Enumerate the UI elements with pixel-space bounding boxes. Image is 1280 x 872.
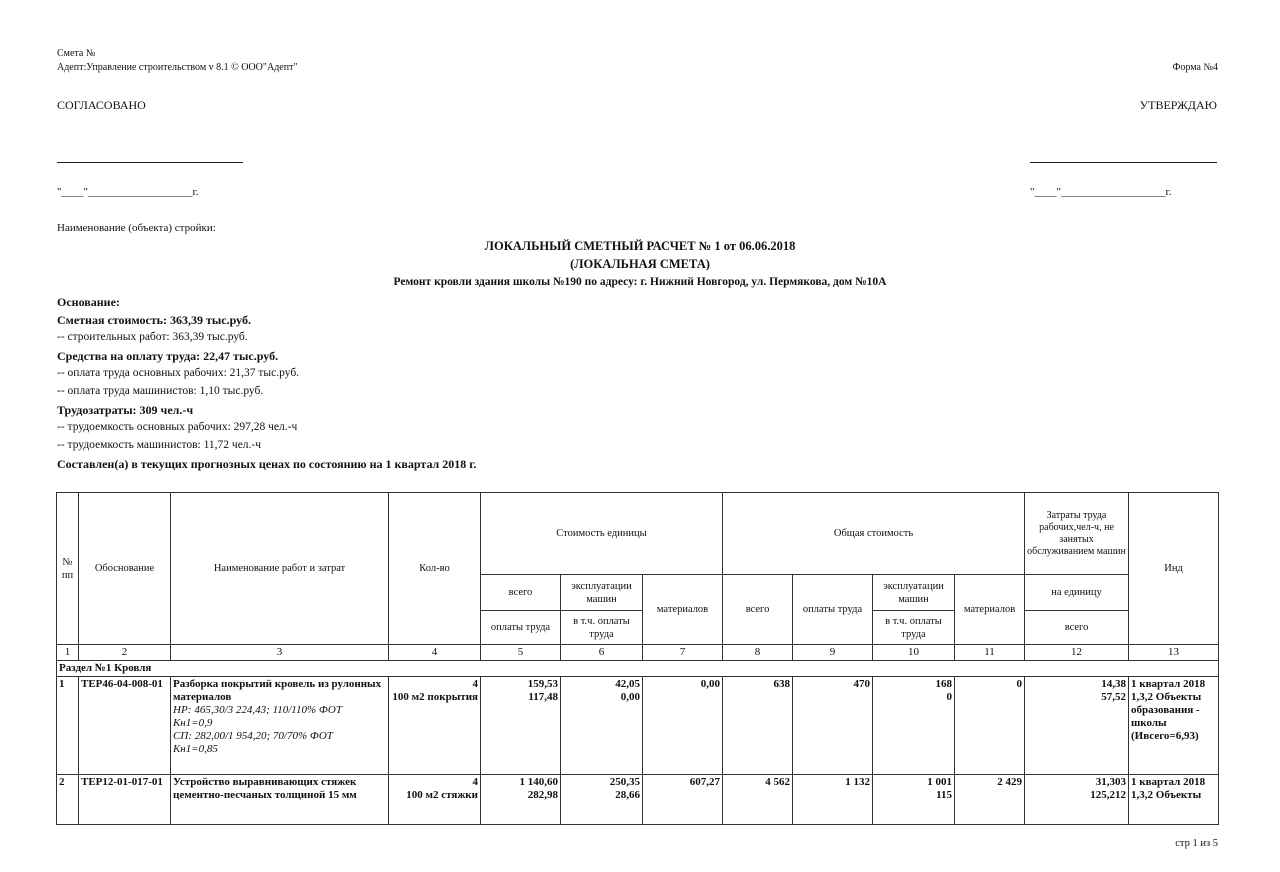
row-total-mat: 2 429 <box>955 775 1025 825</box>
header-total-incl-wages: в т.ч. оплаты труда <box>873 611 955 645</box>
row-ind: 1 квартал 2018 1,3,2 Объекты образования - школы (Ивсего=6,93) <box>1129 677 1219 775</box>
value: 115 <box>936 789 953 801</box>
estimated-cost: Сметная стоимость: 363,39 тыс.руб. <box>57 313 251 327</box>
row-qty-value: 4 <box>472 776 478 788</box>
column-numbers-row <box>57 645 1219 661</box>
value: 282,98 <box>527 789 558 801</box>
header-total-wages: оплаты труда <box>793 575 873 645</box>
header-unit-incl-wages: в т.ч. оплаты труда <box>561 611 643 645</box>
header-unit-cost: Стоимость единицы <box>481 493 723 575</box>
row-name <box>171 677 389 775</box>
col-num: 1 <box>57 645 79 661</box>
table-row <box>57 775 1219 825</box>
composed-note: Составлен(а) в текущих прогнозных ценах по состоянию на 1 квартал 2018 г. <box>57 457 477 471</box>
col-num: 9 <box>793 645 873 661</box>
col-num: 5 <box>481 645 561 661</box>
cost-construction: -- строительных работ: 363,39 тыс.руб. <box>57 331 248 343</box>
agreed-label: СОГЛАСОВАНО <box>57 98 146 112</box>
row-qty-unit: 100 м2 стяжки <box>406 789 478 801</box>
header-unit-mat: материалов <box>643 575 723 645</box>
page-number: стр 1 из 5 <box>1175 838 1218 849</box>
row-total-mach <box>873 775 955 825</box>
value: 0,00 <box>620 691 640 703</box>
row-qty-unit: 100 м2 покрытия <box>392 691 478 703</box>
value: 250,35 <box>609 776 640 788</box>
date-line-right: "____"___________________г. <box>1030 186 1172 198</box>
row-unit-all <box>481 677 561 775</box>
date-line-left: "____"___________________г. <box>57 186 199 198</box>
value: 159,53 <box>527 678 558 690</box>
row-qty-value: 4 <box>472 678 478 690</box>
value: 28,66 <box>615 789 640 801</box>
section-title: Раздел №1 Кровля <box>57 661 1219 677</box>
row-labor <box>1025 677 1129 775</box>
labor-intensity-machinists: -- трудоемкость машинистов: 11,72 чел.-ч <box>57 439 262 451</box>
row-total-wages: 470 <box>793 677 873 775</box>
header-labor-total: всего <box>1025 611 1129 645</box>
col-num: 10 <box>873 645 955 661</box>
col-num: 2 <box>79 645 171 661</box>
row-total-wages: 1 132 <box>793 775 873 825</box>
value: 14,38 <box>1101 678 1127 690</box>
col-num: 6 <box>561 645 643 661</box>
value: 168 <box>935 678 953 690</box>
header-total-all: всего <box>723 575 793 645</box>
value: 0 <box>946 691 953 703</box>
col-num: 11 <box>955 645 1025 661</box>
col-num: 13 <box>1129 645 1219 661</box>
col-num: 7 <box>643 645 723 661</box>
col-num: 3 <box>171 645 389 661</box>
document-object: Ремонт кровли здания школы №190 по адресу: г. Нижний Новгород, ул. Пермякова, дом №10А <box>393 276 887 288</box>
row-total-mat: 0 <box>955 677 1025 775</box>
row-qty <box>389 775 481 825</box>
form-number: Форма №4 <box>1172 62 1218 73</box>
value: 57,52 <box>1101 691 1127 703</box>
header-total-mach: эксплуатации машин <box>873 575 955 611</box>
value: 1 140,60 <box>519 776 558 788</box>
col-num: 8 <box>723 645 793 661</box>
row-name-text: Разборка покрытий кровель из рулонных материалов <box>173 678 382 703</box>
row-unit-mach <box>561 775 643 825</box>
col-num: 12 <box>1025 645 1129 661</box>
basis-label: Основание: <box>57 295 120 309</box>
row-labor <box>1025 775 1129 825</box>
labor-intensity-main: -- трудоемкость основных рабочих: 297,28 чел.-ч <box>57 421 298 433</box>
row-total-all: 638 <box>723 677 793 775</box>
row-code: ТЕР12-01-017-01 <box>79 775 171 825</box>
header-labor: Затраты труда рабочих,чел-ч, не занятых обслуживанием машин <box>1025 493 1129 575</box>
signature-line-right <box>1030 162 1217 163</box>
labor-funds: Средства на оплату труда: 22,47 тыс.руб. <box>57 349 279 363</box>
header-basis: Обоснование <box>79 493 171 645</box>
header-no: № пп <box>57 493 79 645</box>
row-note: НР: 465,30/3 224,43; 110/110% ФОТ <box>173 704 342 716</box>
row-total-mach <box>873 677 955 775</box>
header-total-mat: материалов <box>955 575 1025 645</box>
header-unit-wages: оплаты труда <box>481 611 561 645</box>
header-labor-per-unit: на единицу <box>1025 575 1129 611</box>
object-label: Наименование (объекта) стройки: <box>57 222 216 234</box>
value: 125,212 <box>1090 789 1127 801</box>
document-subtitle: (ЛОКАЛЬНАЯ СМЕТА) <box>570 257 710 271</box>
row-ind: 1 квартал 2018 1,3,2 Объекты <box>1129 775 1219 825</box>
row-note: СП: 282,00/1 954,20; 70/70% ФОТ <box>173 730 333 742</box>
header-unit-all: всего <box>481 575 561 611</box>
labor-main-workers: -- оплата труда основных рабочих: 21,37 тыс.руб. <box>57 367 300 379</box>
header-total-cost: Общая стоимость <box>723 493 1025 575</box>
value: 117,48 <box>528 691 558 703</box>
header-unit-mach: эксплуатации машин <box>561 575 643 611</box>
header-qty: Кол-во <box>389 493 481 645</box>
row-name: Устройство выравнивающих стяжек цементно-песчаных толщиной 15 мм <box>171 775 389 825</box>
value: 1 001 <box>927 776 953 788</box>
row-unit-all <box>481 775 561 825</box>
approved-label: УТВЕРЖДАЮ <box>1139 98 1217 112</box>
row-code: ТЕР46-04-008-01 <box>79 677 171 775</box>
row-total-all: 4 562 <box>723 775 793 825</box>
signature-line-left <box>57 162 243 163</box>
row-note: Кн1=0,85 <box>173 743 218 755</box>
row-no: 2 <box>57 775 79 825</box>
labor-cost: Трудозатраты: 309 чел.-ч <box>57 403 194 417</box>
row-unit-mat: 0,00 <box>643 677 723 775</box>
row-no: 1 <box>57 677 79 775</box>
value: 42,05 <box>615 678 640 690</box>
table-row <box>57 677 1219 775</box>
row-qty <box>389 677 481 775</box>
estimate-table <box>56 492 1219 825</box>
col-num: 4 <box>389 645 481 661</box>
labor-machinists: -- оплата труда машинистов: 1,10 тыс.руб. <box>57 385 264 397</box>
value: 31,303 <box>1095 776 1127 788</box>
header-ind: Инд <box>1129 493 1219 645</box>
header-name: Наименование работ и затрат <box>171 493 389 645</box>
row-unit-mach <box>561 677 643 775</box>
document-title: ЛОКАЛЬНЫЙ СМЕТНЫЙ РАСЧЕТ № 1 от 06.06.2018 <box>484 239 796 253</box>
software-label: Адепт:Управление строительством v 8.1 © ООО"Адепт" <box>57 62 298 73</box>
row-note: Кн1=0,9 <box>173 717 213 729</box>
smeta-number: Смета № <box>57 48 96 59</box>
row-unit-mat: 607,27 <box>643 775 723 825</box>
